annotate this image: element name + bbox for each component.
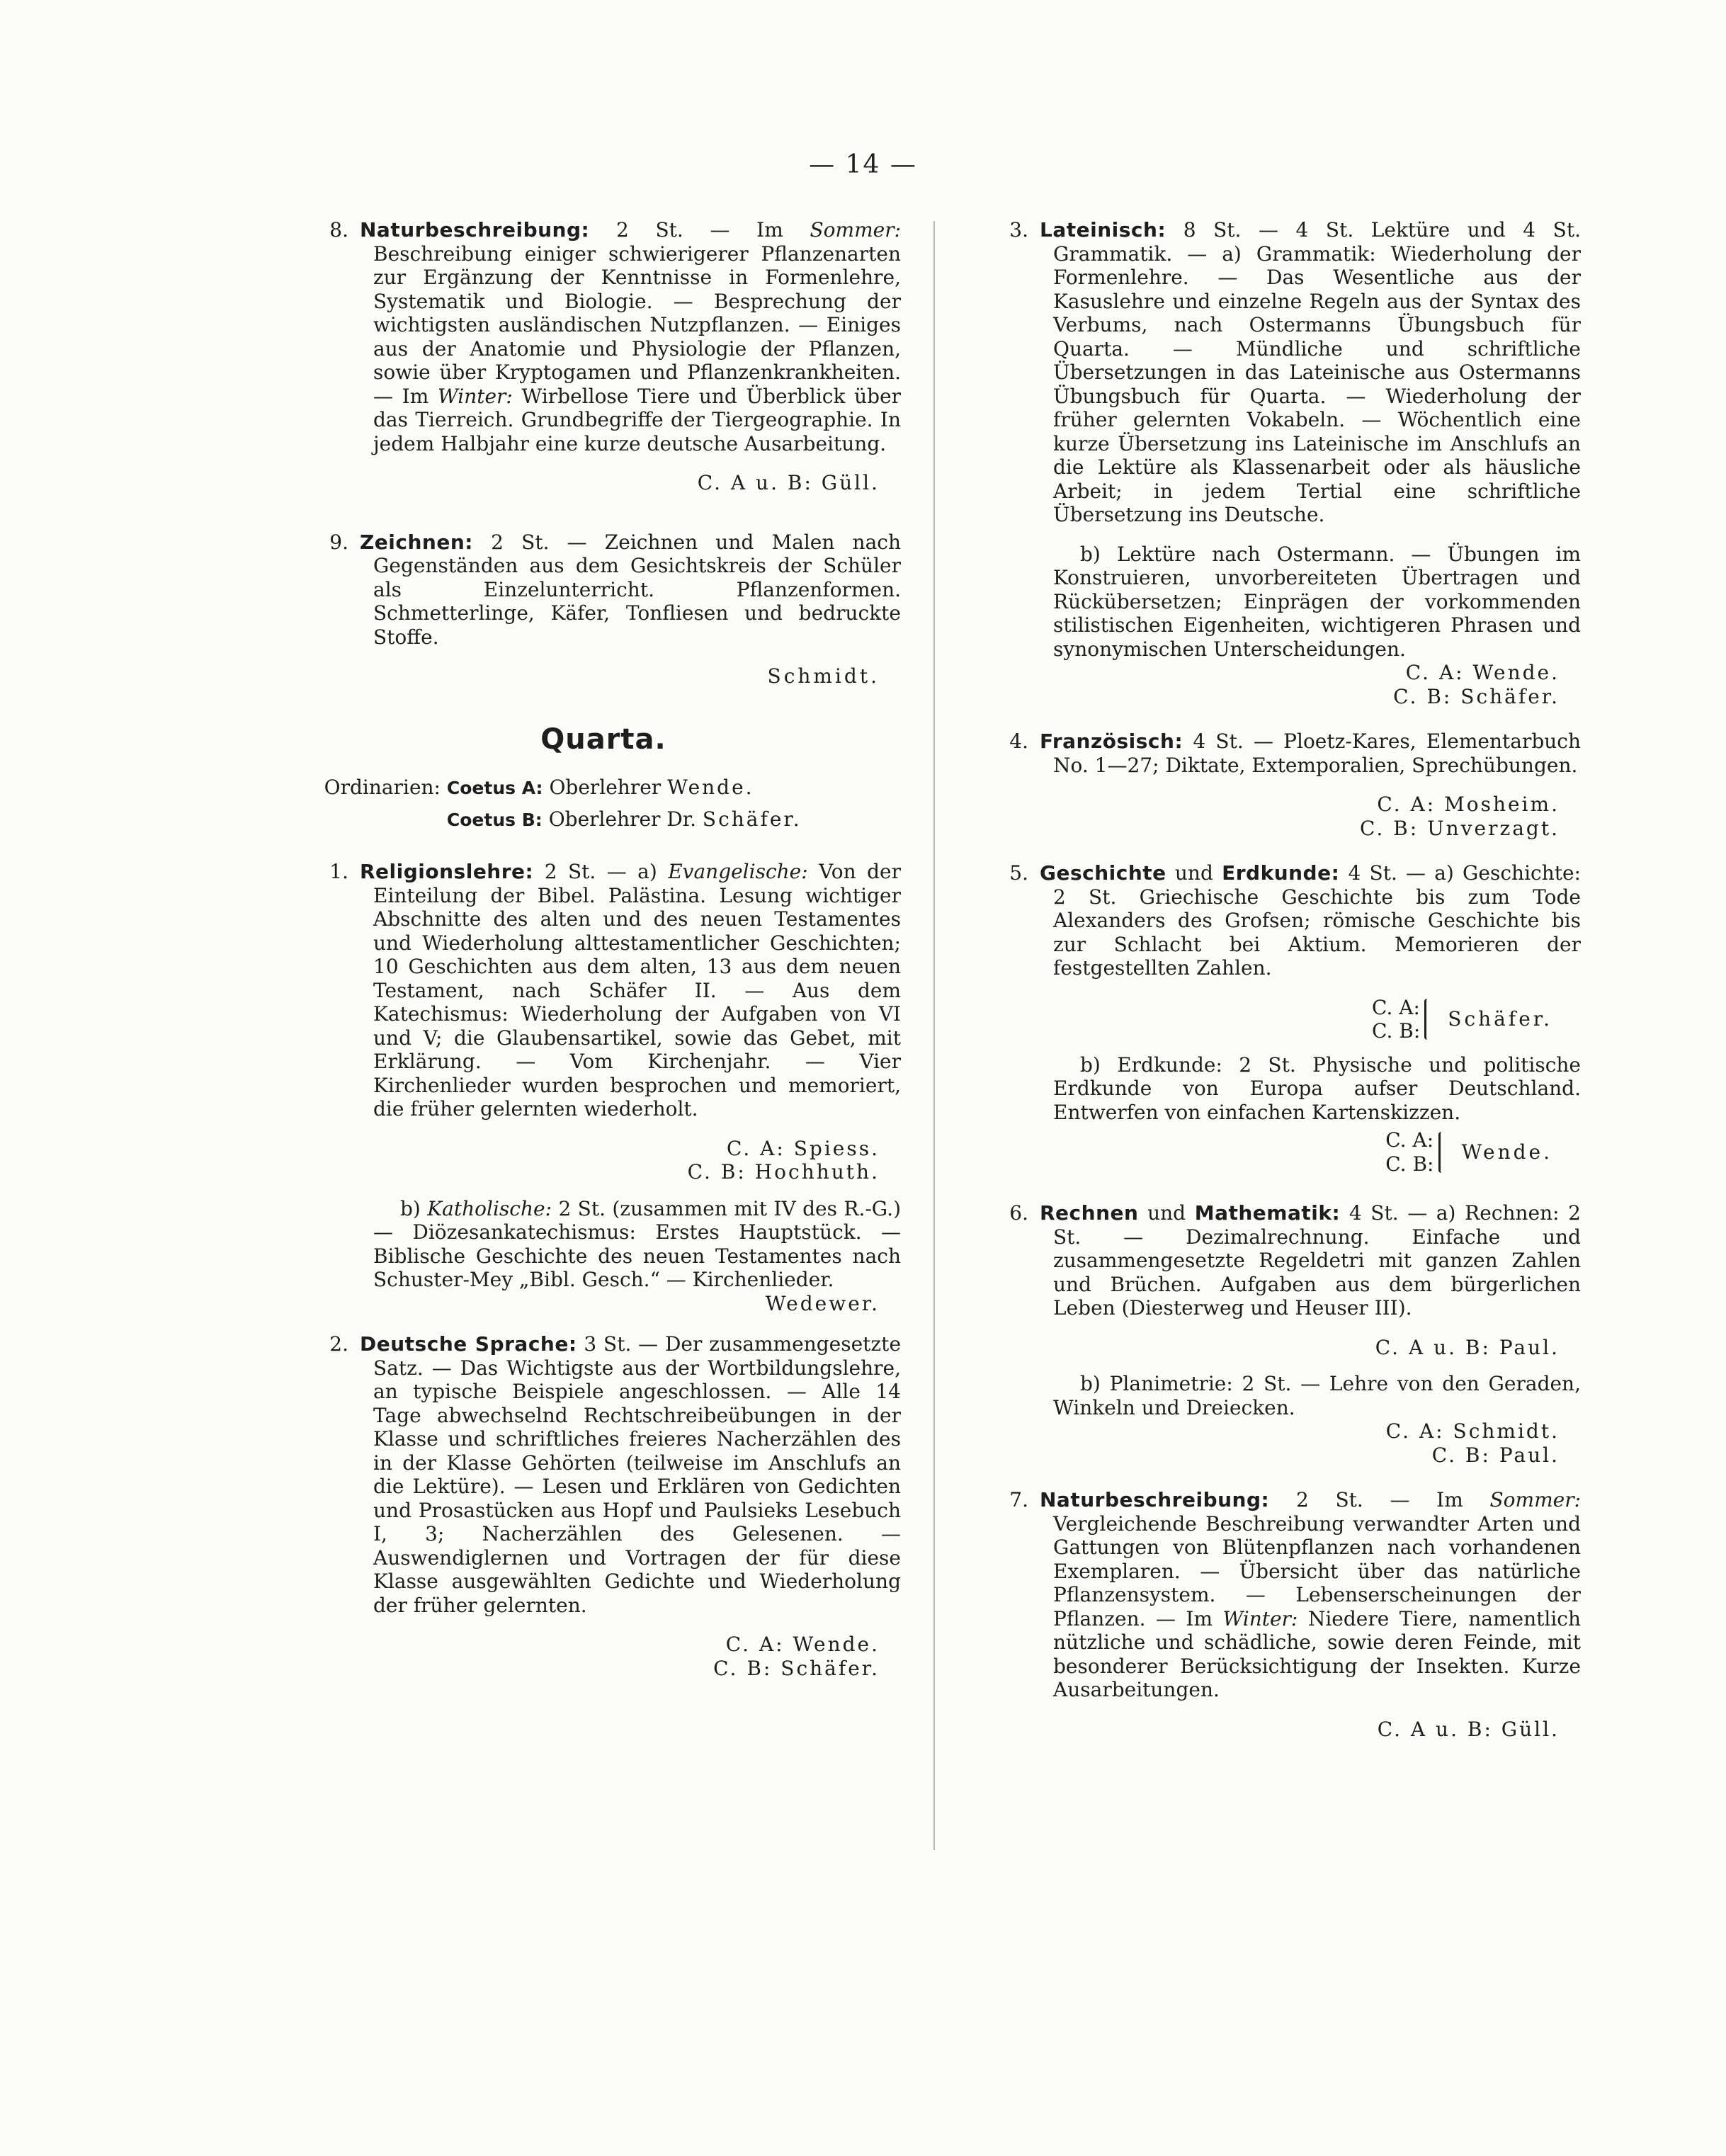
- entry-religionslehre-b: b) Katholische: 2 St. (zusammen mit IV des R.-G.) — Diözesankatechismus: Erstes Hauptstück. — Biblische Geschichte des neuen Testamentes nach Schuster-Mey „Bibl. Gesch.“ — Kirchenlieder.: [373, 1196, 901, 1291]
- coetus-b-label: Coetus B:: [446, 809, 543, 830]
- entry-heading: Naturbeschreibung:: [360, 218, 590, 242]
- signature: C. A: Mosheim.: [1377, 793, 1560, 816]
- entry-heading: Französisch:: [1040, 730, 1183, 753]
- entry-number: 9.: [329, 530, 348, 554]
- signature: Schmidt.: [767, 664, 880, 688]
- coetus-a-text: Oberlehrer: [549, 776, 662, 799]
- left-column: [306, 218, 901, 1680]
- coetus-a-label: Coetus A:: [446, 778, 543, 798]
- entry-heading: Lateinisch:: [1040, 218, 1166, 242]
- entry-religionslehre-1: [306, 860, 901, 1121]
- entry-text: 3 St. — Der zusammengesetzte Satz. — Das Wichtigste aus der Wortbildungslehre, an typische Beispiele angeschlossen. — Alle 14 Tage abwechselnd Rechtschreibeübungen in der Klasse und schriftliches freieres Nacherzählen des in der Klasse Gehörten (teilweise im Anschlufs an die Lektüre). — Lesen und Erklären von Gedichten und Prosastücken aus Hopf und Paulsieks Lesebuch I, 3; Nacherzählen des Gelesenen. — Auswendiglernen und Vortragen der für diese Klasse ausgewählten Gedichte und Wiederholung der früher gelernten.: [373, 1332, 902, 1617]
- entry-franzoesisch-4: [986, 730, 1581, 777]
- entry-lateinisch-3: [986, 218, 1581, 527]
- entry-text: 4 St. — Ploetz-Kares, Elementarbuch No. 1—27; Diktate, Extemporalien, Sprechübungen.: [1053, 730, 1581, 777]
- entry-italic: Evangelische:: [668, 860, 808, 883]
- signature: Wende.: [1461, 1140, 1552, 1164]
- entry-heading: Zeichnen:: [360, 530, 473, 554]
- brace-icon: [1438, 1132, 1452, 1173]
- coetus-b-text: Oberlehrer Dr.: [548, 807, 696, 831]
- entry-naturbeschreibung-8: [306, 218, 901, 455]
- entry-lateinisch-b: b) Lektüre nach Ostermann. — Übungen im Konstruieren, unvorbereiteten Übertragen und Rückübersetzen; Einprägen der vorkommenden stilistischen Eigenheiten, wichtigeren Phrasen und synonymischen Unterscheidungen.: [1053, 542, 1581, 661]
- coetus-b-name: Schäfer.: [702, 807, 802, 831]
- entry-italic: Winter:: [437, 384, 513, 408]
- entry-heading: Mathematik:: [1194, 1201, 1341, 1225]
- signature: C. B: Paul.: [1431, 1443, 1560, 1467]
- signature: C. A: Wende.: [725, 1633, 880, 1656]
- brace-signature: C. A: C. B: Wende.: [1385, 1128, 1552, 1176]
- entry-text: 4 St. — a) Rechnen: 2 St. — Dezimalrechnung. Einfache und zusammengesetzte Regeldetri mit ganzen Zahlen und Brüchen. Aufgaben aus dem bürgerlichen Leben (Diesterweg und Heuser III).: [1053, 1201, 1581, 1320]
- entry-text: 2 St. — Im: [615, 218, 783, 242]
- signature: C. A: Spiess.: [726, 1136, 880, 1160]
- entry-text: 4 St. — a) Geschichte: 2 St. Griechische Geschichte bis zum Tode Alexanders des Grofsen; römische Geschichte bis zur Schlacht bei Aktium. Memorieren der festgestellten Zahlen.: [1053, 861, 1581, 980]
- signature: C. A: Schmidt.: [1385, 1419, 1560, 1443]
- entry-naturbeschreibung-7: [986, 1488, 1581, 1702]
- ordinarien-line-a: [306, 776, 901, 800]
- entry-text: 2 St. (zusammen mit IV des R.-G.) — Diözesankatechismus: Erstes Hauptstück. — Biblische Geschichte des neuen Testamentes nach Schuster-Mey „Bibl. Gesch.“ — Kirchenlieder.: [373, 1196, 901, 1291]
- entry-heading: Religionslehre:: [360, 860, 534, 883]
- entry-erdkunde-b: b) Erdkunde: 2 St. Physische und politische Erdkunde von Europa aufser Deutschland. Entwerfen von einfachen Kartenskizzen.: [1053, 1053, 1581, 1124]
- entry-planimetrie-b: b) Planimetrie: 2 St. — Lehre von den Geraden, Winkeln und Dreiecken.: [1053, 1372, 1581, 1419]
- signature: C. B: Schäfer.: [1393, 684, 1560, 708]
- entry-number: 8.: [329, 218, 348, 242]
- signature: Schäfer.: [1448, 1007, 1552, 1031]
- entry-number: 2.: [329, 1332, 348, 1356]
- signature: C. A: Wende.: [1405, 661, 1560, 684]
- entry-number: 5.: [1009, 861, 1028, 885]
- entry-number: 3.: [1009, 218, 1028, 242]
- entry-text: Niedere Tiere, namentlich nützliche und schädliche, sowie deren Feinde, mit besonderer Berücksichtigung der Insekten. Kurze Ausarbeitungen.: [1053, 1606, 1582, 1701]
- entry-zeichnen-9: [306, 531, 901, 649]
- signature: C. A u. B: Güll.: [1377, 1717, 1560, 1741]
- section-title-quarta: Quarta.: [540, 722, 666, 756]
- entry-text: 2 St. — a): [544, 860, 657, 883]
- brace-signature: C. A: C. B: Schäfer.: [1372, 995, 1552, 1043]
- entry-text: Wirbellose Tiere und Überblick über das Tierreich. Grundbegriffe der Tiergeographie. In jedem Halbjahr eine kurze deutsche Ausarbeitung.: [373, 384, 902, 455]
- entry-heading: Deutsche Sprache:: [360, 1332, 577, 1356]
- ordinarien-label: Ordinarien:: [324, 776, 441, 799]
- signature: C. B: Unverzagt.: [1359, 816, 1560, 840]
- entry-text: Von der Einteilung der Bibel. Palästina. Lesung wichtiger Abschnitte des alten und des neuen Testamentes und Wiederholung alttestamentlicher Geschichten; 10 Geschichten aus dem alten, 13 aus dem neuen Testament, nach Schäfer II. — Aus dem Katechismus: Wiederholung der Aufgaben von VI und V; die Glaubensartikel, sowie das Gebet, mit Erklärung. — Vom Kirchenjahr. — Vier Kirchenlieder wurden besprochen und memoriert, die früher gelernten wiederholt.: [373, 860, 901, 1120]
- entry-italic: Sommer:: [810, 218, 902, 242]
- entry-heading: Erdkunde:: [1222, 861, 1340, 885]
- entry-number: 7.: [1009, 1488, 1028, 1511]
- entry-italic: Katholische:: [427, 1196, 552, 1220]
- entry-italic: Sommer:: [1489, 1488, 1582, 1511]
- brace-icon: [1424, 999, 1438, 1040]
- entry-text: 8 St. — 4 St. Lektüre und 4 St. Grammatik. — a) Grammatik: Wiederholung der Formenlehre. — Das Wesentliche aus der Kasuslehre und einzelne Regeln aus der Syntax des Verbums, nach Ostermanns Übungsbuch für Quarta. — Mündliche und schriftliche Übersetzungen in das Lateinische aus Ostermanns Übungsbuch für Quarta. — Wiederholung der früher gelernten Vokabeln. — Wöchentlich eine kurze Übersetzung ins Lateinische im Anschlufs an die Lektüre als Klassenarbeit oder als häusliche Arbeit; in jedem Tertial eine schriftliche Übersetzung ins Deutsche.: [1053, 218, 1581, 526]
- entry-italic: Winter:: [1222, 1606, 1298, 1630]
- entry-text: Vergleichende Beschreibung verwandter Arten und Gattungen von Blütenpflanzen nach vorhandenen Exemplaren. — Übersicht über das natürliche Pflanzensystem. — Lebenserscheinungen der Pflanzen. — Im: [1053, 1511, 1581, 1630]
- entry-heading: Naturbeschreibung:: [1040, 1488, 1270, 1511]
- right-column: [986, 218, 1581, 1741]
- signature: C. A u. B: Paul.: [1375, 1335, 1560, 1359]
- entry-number: 1.: [329, 860, 348, 883]
- entry-geschichte-erdkunde-5: 5. Geschichte und Erdkunde: 4 St. — a) Geschichte: 2 St. Griechische Geschichte bis zum Tode Alexanders des Grofsen; römische Geschichte bis zur Schlacht bei Aktium. Memorieren der festgestellten Zahlen.: [986, 861, 1581, 980]
- ordinarien-line-b: [306, 807, 901, 832]
- signature: C. B: Hochhuth.: [687, 1160, 880, 1184]
- entry-text: 2 St. — Im: [1295, 1488, 1463, 1511]
- signature: Wedewer.: [765, 1291, 880, 1315]
- entry-rechnen-mathematik-6: 6. Rechnen und Mathematik: 4 St. — a) Rechnen: 2 St. — Dezimalrechnung. Einfache und zusammengesetzte Regeldetri mit ganzen Zahlen und Brüchen. Aufgaben aus dem bürgerlichen Leben (Diesterweg und Heuser III).: [986, 1201, 1581, 1320]
- entry-deutsche-sprache-2: [306, 1332, 901, 1617]
- entry-text: Beschreibung einiger schwierigerer Pflanzenarten zur Ergänzung der Kenntnisse in Formenlehre, Systematik und Biologie. — Besprechung der wichtigsten ausländischen Nutzpflanzen. — Einiges aus der Anatomie und Physiologie der Pflanzen, sowie über Kryptogamen und Pflanzenkrankheiten. — Im: [373, 242, 901, 408]
- coetus-a-name: Wende.: [667, 776, 754, 799]
- signature: C. B: Schäfer.: [713, 1656, 880, 1680]
- entry-heading: Geschichte: [1040, 861, 1166, 885]
- entry-number: 6.: [1009, 1201, 1028, 1225]
- signature: C. A u. B: Güll.: [697, 471, 880, 494]
- entry-text: 2 St. — Zeichnen und Malen nach Gegenständen aus dem Gesichtskreis der Schüler als Einzelunterricht. Pflanzenformen. Schmetterlinge, Käfer, Tonfliesen und bedruckte Stoffe.: [373, 530, 901, 649]
- column-divider: [933, 221, 935, 1850]
- entry-number: 4.: [1009, 730, 1028, 753]
- page-number: — 14 —: [809, 150, 917, 179]
- entry-heading: Rechnen: [1040, 1201, 1139, 1225]
